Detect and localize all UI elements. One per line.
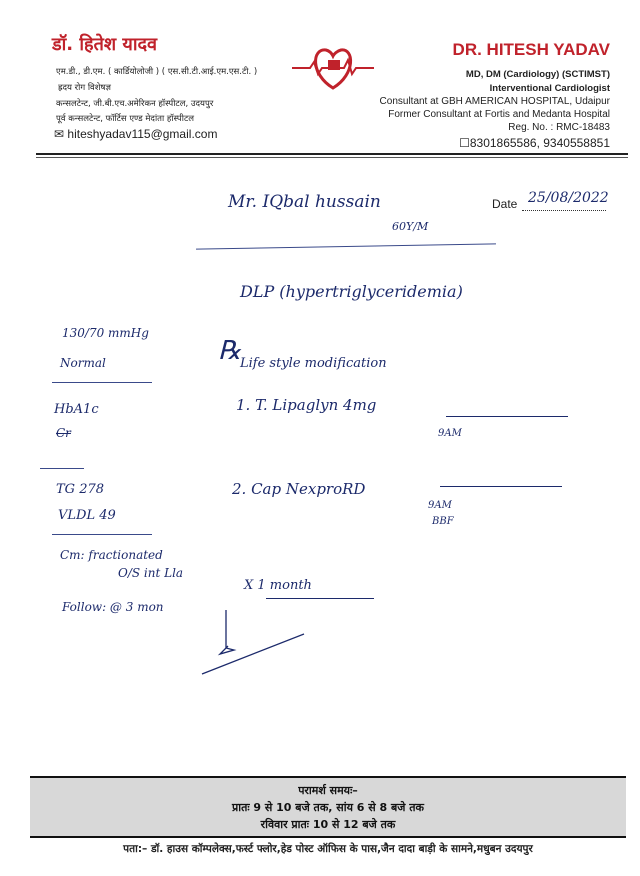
- patient-underline: [196, 243, 496, 249]
- envelope-icon: ✉: [54, 127, 65, 141]
- rx-drug-2: 2. Cap NexproRD: [232, 480, 366, 498]
- diagnosis: DLP (hypertriglyceridemia): [240, 282, 463, 301]
- email-row: [54, 127, 217, 141]
- consultant-english: Consultant at GBH AMERICAN HOSPITAL, Udaipur: [379, 96, 610, 107]
- email-address: hiteshyadav115@gmail.com: [67, 127, 218, 141]
- rx-dose-line-1: [446, 416, 568, 417]
- left-note-fractionated: Cm: fractionated: [60, 548, 163, 562]
- timings-weekday: प्रातः 9 से 10 बजे तक, सांय 6 से 8 बजे तक: [231, 801, 425, 814]
- header-divider-thin: [36, 157, 628, 158]
- rx-symbol: ℞: [218, 336, 242, 366]
- left-divider-2: [40, 468, 84, 469]
- rx-duration: X 1 month: [244, 578, 312, 593]
- left-divider-3: [52, 534, 152, 535]
- timings-sunday: रविवार प्रातः 10 से 12 बजे तक: [260, 818, 396, 831]
- doctor-name-hindi: डॉ. हितेश यादव: [52, 34, 158, 55]
- consultant-hindi: कन्सलटेन्ट, जी.बी.एच.अमेरिकन हॉस्पीटल, उदयपुर: [56, 99, 214, 109]
- date-underline: [522, 210, 606, 211]
- specialist-hindi: ह्रदय रोग विशेषज्ञ: [58, 83, 111, 93]
- rx-dose-2-note: BBF: [432, 516, 454, 527]
- rx-dose-1-time: 9AM: [438, 428, 462, 439]
- left-note-vldl: VLDL 49: [58, 508, 116, 523]
- former-consultant-english: Former Consultant at Fortis and Medanta Hospital: [388, 109, 610, 120]
- patient-name: Mr. IQbal hussain: [228, 192, 381, 212]
- patient-age-sex: 60Y/M: [392, 220, 429, 233]
- phone-icon: ☐: [459, 136, 470, 150]
- date-value: 25/08/2022: [528, 190, 609, 206]
- doctor-name-english: DR. HITESH YADAV: [452, 40, 610, 59]
- left-note-bp: 130/70 mmHg: [62, 326, 149, 340]
- header-divider: [36, 153, 628, 155]
- phone-numbers: 8301865586, 9340558851: [469, 136, 610, 150]
- clinic-address: पता:– डॉ. हाउस कॉम्पलेक्स,फर्स्ट फ्लोर,हेड पोस्ट ऑफिस के पास,जैन दादा बाड़ी के सामने,मधुबन उदयपुर: [123, 843, 533, 855]
- left-divider-1: [52, 382, 152, 383]
- qualifications-hindi: एम.डी., डी.एम. ( कार्डियोलोजी ) ( एस.सी.टी.आई.एम.एस.टी. ): [56, 67, 258, 77]
- phone-row: [459, 136, 610, 150]
- rx-dose-2-time: 9AM: [428, 500, 452, 511]
- rx-lifestyle: Life style modification: [240, 356, 387, 371]
- former-consultant-hindi: पूर्व कन्सलटेन्ट, फॉर्टिस एण्ड मेदांता हॉस्पीटल: [56, 114, 194, 124]
- specialty-english: Interventional Cardiologist: [489, 83, 610, 94]
- left-note-hba1c: HbA1c: [54, 402, 99, 417]
- registration-number: Reg. No. : RMC-18483: [508, 122, 610, 133]
- rx-drug-1: 1. T. Lipaglyn 4mg: [236, 396, 377, 414]
- left-note-os: O/S int Lla: [118, 566, 184, 580]
- left-note-tg: TG 278: [56, 482, 105, 497]
- heart-logo: [290, 40, 376, 96]
- left-note-followup: Follow: @ 3 mon: [62, 600, 164, 614]
- rx-dose-line-2: [440, 486, 562, 487]
- qualifications-english: MD, DM (Cardiology) (SCTIMST): [465, 69, 610, 80]
- timings-heading: परामर्श समयः–: [298, 784, 358, 797]
- signature-mark: [200, 600, 310, 680]
- rx-duration-underline: [266, 598, 374, 599]
- date-label: Date: [492, 197, 518, 211]
- left-note-cr: Cr: [56, 426, 71, 440]
- left-note-normal: Normal: [60, 356, 106, 370]
- consultation-timings-box: [30, 776, 626, 838]
